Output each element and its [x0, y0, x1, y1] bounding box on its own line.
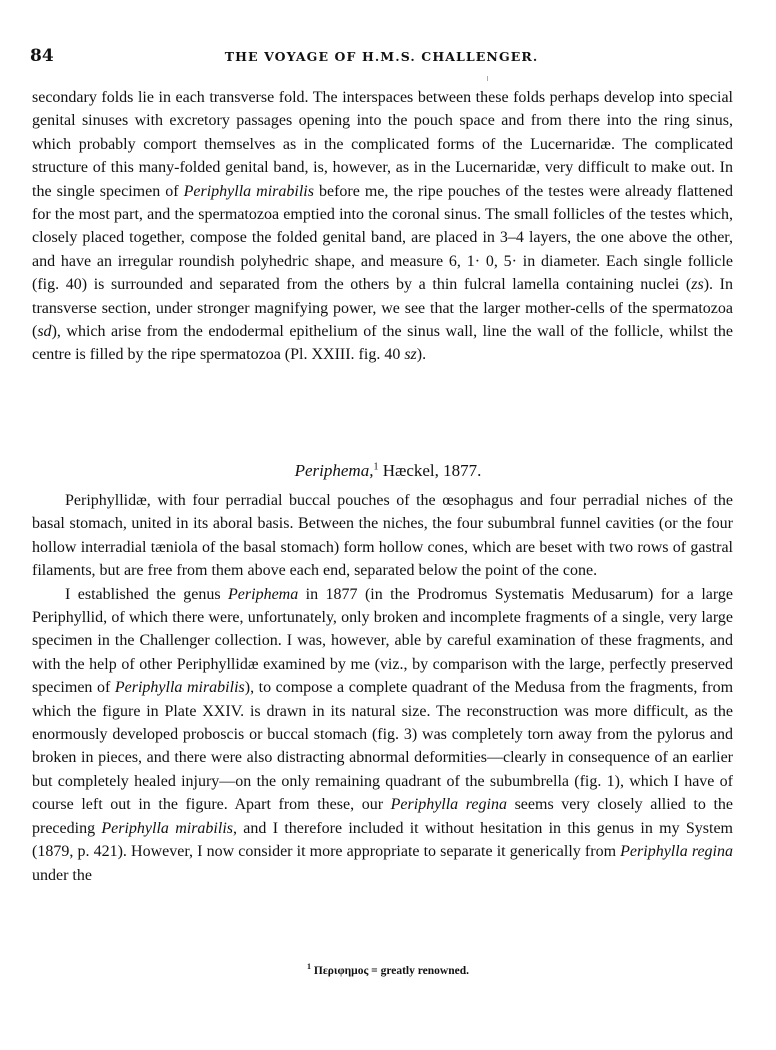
footnote-number: 1	[307, 962, 312, 971]
figure-label: sz	[404, 346, 417, 364]
footnote-reference: 1	[373, 461, 379, 473]
footnote	[0, 962, 776, 977]
genus-name: Periphema,	[294, 461, 374, 480]
text-run: seems very closely allied to the preceding	[32, 796, 733, 837]
body-section-2	[32, 489, 733, 887]
text-run: , and I therefore included it without hesitation in this genus in my System (1879, p. 421). However, I now consider it more appropriate to separate it generically from	[32, 819, 733, 861]
text-run: I established the genus	[65, 585, 229, 603]
paragraph-2: Periphyllidæ, with four perradial buccal pouches of the œsophagus and four perradial niches of the basal stomach, united in its aboral basis. Between the niches, the four subumbral funnel cavities (or the four hollow interradial tæniola of the basal stomach) form hollow cones, which are beset with two rows of gastral filaments, but are free from them above each end, separated below the point of the cone.	[32, 492, 733, 580]
footnote-text: Περιφημος = greatly renowned.	[311, 964, 469, 977]
running-title: THE VOYAGE OF H.M.S. CHALLENGER.	[224, 49, 539, 64]
paragraph-1	[32, 86, 733, 367]
species-name: Periphylla mirabilis	[183, 182, 314, 200]
figure-label: sd	[37, 323, 52, 341]
text-run: ), which arise from the endodermal epithelium of the sinus wall, line the wall of the follicle, whilst the centre is filled by the ripe spermatozoa (Pl. XXIII. fig. 40	[32, 323, 733, 364]
section-heading	[0, 461, 776, 481]
text-run: ), to compose a complete quadrant of the Medusa from the fragments, from which the figure in Plate XXIV. is drawn in its natural size. The reconstruction was more difficult, as the enormously developed proboscis or buccal stomach (fig. 3) was completely torn away from the pylorus and broken in pieces, and there were also distracting abnormal deformities—clearly in consequence of an earlier but completely healed injury—on the only remaining quadrant of the subumbrella (fig. 1), which I have of course left out in the figure. Apart from these, our	[32, 679, 734, 814]
text-run: in 1877 (in the Prodromus Systematis Medusarum) for a large Periphyllid, of which there were, unfortunately, only broken and incomplete fragments of a single, very large specimen in the Challenger collection. I was, however, able by careful examination of these fragments, and with the help of other Periphyllidæ examined by me (viz., by comparison with the large, perfectly preserved specimen of	[32, 585, 734, 697]
authority: Hæckel, 1877.	[378, 461, 482, 480]
genus-name: Periphema	[228, 585, 299, 603]
text-run: before me, the ripe pouches of the testes were already flattened for the most part, and the spermatozoa emptied into the coronal sinus. The small follicles of the testes which, closely placed together, compose the folded genital band, are placed in 3–4 layers, the one above the other, and have an irregular roundish polyhedric shape, and measure 6, 1· 0, 5· in diameter. Each single follicle (fig. 40) is surrounded and separated from the others by a thin fulcral lamella containing nuclei (	[32, 182, 734, 294]
figure-label: zs	[691, 276, 704, 294]
running-header	[30, 46, 733, 70]
species-name: Periphylla regina	[390, 796, 507, 814]
scan-mark	[487, 76, 488, 81]
paragraph-3	[32, 583, 733, 887]
species-name: Periphylla regina	[620, 843, 733, 861]
page-number: 84	[30, 46, 54, 66]
text-run: under the	[32, 866, 92, 884]
text-run: ). In transverse section, under stronger magnifying power, we see that the larger mother-cells of the spermatozoa (	[32, 276, 734, 341]
species-name: Periphylla mirabilis	[101, 819, 233, 837]
body-section-1	[32, 86, 733, 367]
text-run: ).	[416, 346, 427, 364]
species-name: Periphylla mirabilis	[114, 679, 245, 697]
text-run: secondary folds lie in each transverse fold. The interspaces between these folds perhaps develop into special genital sinuses with excretory passages opening into the pouch space and from there into the ring sinus, which probably comport themselves as in the complicated forms of the Lucernaridæ. The complicated structure of this many-folded genital band, is, however, as in the Lucernaridæ, very difficult to make out. In the single specimen of	[32, 89, 733, 200]
